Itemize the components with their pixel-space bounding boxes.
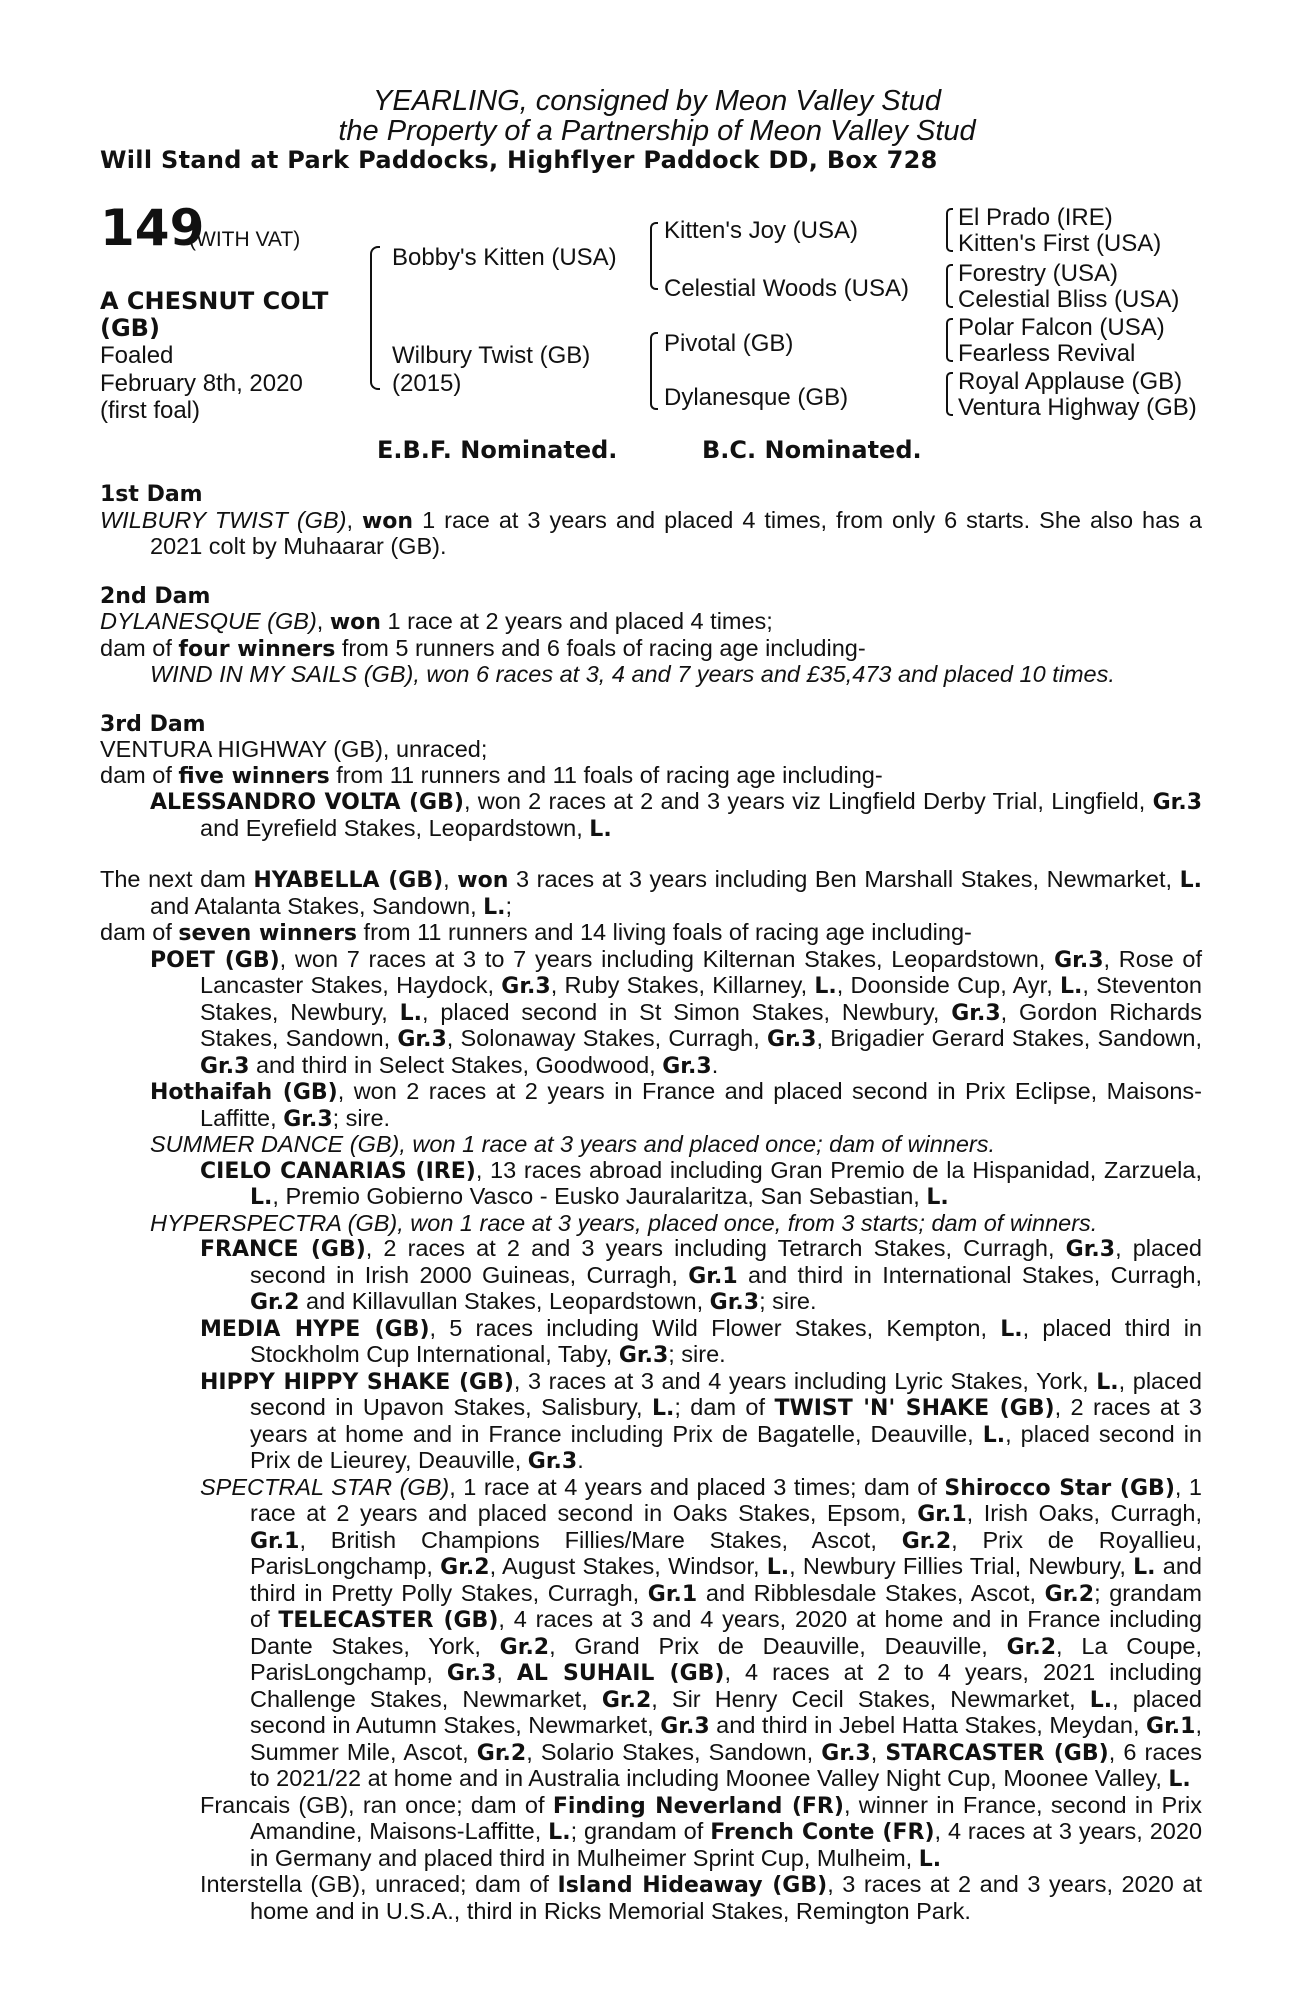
pedigree-gg-1: El Prado (IRE) xyxy=(958,204,1113,231)
produce-hyperspectra: HYPERSPECTRA (GB), won 1 race at 3 years, placed once, from 3 starts; dam of winners. xyxy=(150,1209,1098,1236)
produce-interstella: Interstella (GB), unraced; dam of Island Hideaway (GB), 3 races at 2 and 3 years, 2020 at home and in U.S.A., third in Ricks Memorial Stakes, Remington Park. xyxy=(200,1871,1202,1924)
pedigree-gg-5: Polar Falcon (USA) xyxy=(958,314,1165,341)
third-dam-produce: ALESSANDRO VOLTA (GB), won 2 races at 2 and 3 years viz Lingfield Derby Trial, Lingfield, Gr.3 and Eyrefield Stakes, Leopardstown, L. xyxy=(150,788,1202,842)
produce-poet: POET (GB), won 7 races at 3 to 7 years including Kilternan Stakes, Leopardstown, Gr.3, Rose of Lancaster Stakes, Haydock, Gr.3, Ruby Stakes, Killarney, L., Doonside Cup, Ayr, L., Steventon Stakes, Newbury, L., placed second in St Simon Stakes, Newbury, Gr.3, Gordon Richards Stakes, Sandown, Gr.3, Solonaway Stakes, Curragh, Gr.3, Brigadier Gerard Stakes, Sandown, Gr.3 and third in Select Stakes, Goodwood, Gr.3. xyxy=(150,945,1202,1079)
pedigree-sire-dam: Celestial Woods (USA) xyxy=(664,275,909,302)
catalogue-body xyxy=(100,482,1202,1924)
pedigree-bracket-g4 xyxy=(946,372,953,416)
third-dam-produce-summary: dam of five winners from 11 runners and 11 foals of racing age including- xyxy=(100,761,883,789)
pedigree-sire: Bobby's Kitten (USA) xyxy=(392,244,617,271)
pedigree-gg-7: Royal Applause (GB) xyxy=(958,368,1183,395)
foaled-label: Foaled xyxy=(100,342,174,369)
second-dam-produce: WIND IN MY SAILS (GB), won 6 races at 3, 4 and 7 years and £35,473 and placed 10 times. xyxy=(150,661,1115,687)
ebf-nominated: E.B.F. Nominated. xyxy=(377,436,618,464)
property-line: the Property of a Partnership of Meon Valley Stud xyxy=(338,115,976,147)
produce-media-hype: MEDIA HYPE (GB), 5 races including Wild Flower Stakes, Kempton, L., placed third in Stockholm Cup International, Taby, Gr.3; sire. xyxy=(200,1314,1202,1368)
pedigree-gg-3: Forestry (USA) xyxy=(958,260,1119,287)
third-dam-heading: 3rd Dam xyxy=(100,711,206,737)
pedigree-bracket-sire xyxy=(650,222,658,290)
pedigree-gg-2: Kitten's First (USA) xyxy=(958,230,1162,257)
produce-france: FRANCE (GB), 2 races at 2 and 3 years including Tetrarch Stakes, Curragh, Gr.3, placed second in Irish 2000 Guineas, Curragh, Gr.1 and third in International Stakes, Curragh, Gr.2 and Killavullan Stakes, Leopardstown, Gr.3; sire. xyxy=(200,1235,1202,1315)
pedigree-gg-8: Ventura Highway (GB) xyxy=(958,394,1197,421)
produce-cielo-canarias: CIELO CANARIAS (IRE), 13 races abroad including Gran Premio de la Hispanidad, Zarzuela, L., Premio Gobierno Vasco - Eusko Jauralaritza, San Sebastian, L. xyxy=(200,1156,1202,1210)
third-dam-entry: VENTURA HIGHWAY (GB), unraced; xyxy=(100,736,488,762)
produce-summer-dance: SUMMER DANCE (GB), won 1 race at 3 years and placed once; dam of winners. xyxy=(150,1131,996,1157)
produce-spectral-star: SPECTRAL STAR (GB), 1 race at 4 years and placed 3 times; dam of Shirocco Star (GB), 1 race at 2 years and placed second in Oaks Stakes, Epsom, Gr.1, Irish Oaks, Curragh, Gr.1, British Champions Fillies/Mare Stakes, Ascot, Gr.2, Prix de Royallieu, ParisLongchamp, Gr.2, August Stakes, Windsor, L., Newbury Fillies Trial, Newbury, L. and third in Pretty Polly Stakes, Curragh, Gr.1 and Ribblesdale Stakes, Ascot, Gr.2; grandam of TELECASTER (GB), 4 races at 3 and 4 years, 2020 at home and in France including Dante Stakes, York, Gr.2, Grand Prix de Deauville, Deauville, Gr.2, La Coupe, ParisLongchamp, Gr.3, AL SUHAIL (GB), 4 races at 2 to 4 years, 2021 including Challenge Stakes, Newmarket, Gr.2, Sir Henry Cecil Stakes, Newmarket, L., placed second in Autumn Stakes, Newmarket, Gr.3 and third in Jebel Hatta Stakes, Meydan, Gr.1, Summer Mile, Ascot, Gr.2, Solario Stakes, Sandown, Gr.3, STARCASTER (GB), 6 races to 2021/22 at home and in Australia including Moonee Valley Night Cup, Moonee Valley, L. xyxy=(200,1473,1203,1792)
first-dam-heading: 1st Dam xyxy=(100,482,203,507)
pedigree-gg-6: Fearless Revival xyxy=(958,340,1136,367)
consignor-line: YEARLING, consigned by Meon Valley Stud xyxy=(373,85,941,117)
first-dam-entry: WILBURY TWIST (GB), won 1 race at 3 years and placed 4 times, from only 6 starts. She also has a 2021 colt by Muhaarar (GB). xyxy=(100,506,1202,559)
pedigree-dam-dam: Dylanesque (GB) xyxy=(664,384,849,411)
foaling-date: February 8th, 2020 xyxy=(100,370,303,397)
produce-hippy-hippy-shake: HIPPY HIPPY SHAKE (GB), 3 races at 3 and 4 years including Lyric Stakes, York, L., placed second in Upavon Stakes, Salisbury, L.; dam of TWIST 'N' SHAKE (GB), 2 races at 3 years at home and in France including Prix de Bagatelle, Deauville, L., placed second in Prix de Lieurey, Deauville, Gr.3. xyxy=(200,1367,1202,1474)
pedigree-bracket-dam xyxy=(650,332,658,410)
bc-nominated: B.C. Nominated. xyxy=(702,436,922,464)
lot-description: A CHESNUT COLT (GB) xyxy=(100,287,329,342)
produce-hothaifah: Hothaifah (GB), won 2 races at 2 years in France and placed second in Prix Eclipse, Maisons-Laffitte, Gr.3; sire. xyxy=(150,1078,1202,1132)
pedigree-dam-sire: Pivotal (GB) xyxy=(664,330,794,357)
vat-label: (WITH VAT) xyxy=(189,228,301,251)
pedigree-bracket-g1 xyxy=(946,208,953,252)
pedigree-bracket-main xyxy=(370,246,380,390)
lot-number: 149 xyxy=(100,199,205,257)
pedigree-bracket-g2 xyxy=(946,264,953,308)
stable-location: Will Stand at Park Paddocks, Highflyer Paddock DD, Box 728 xyxy=(100,146,938,174)
second-dam-heading: 2nd Dam xyxy=(100,583,211,609)
foal-note: (first foal) xyxy=(100,397,201,424)
next-dam-entry: The next dam HYABELLA (GB), won 3 races at 3 years including Ben Marshall Stakes, Newmarket, L. and Atalanta Stakes, Sandown, L.; xyxy=(100,866,1203,920)
pedigree-gg-4: Celestial Bliss (USA) xyxy=(958,286,1180,313)
next-dam-produce-summary: dam of seven winners from 11 runners and 14 living foals of racing age including- xyxy=(100,919,972,946)
pedigree-dam-year: (2015) xyxy=(392,370,462,397)
second-dam-produce-summary: dam of four winners from 5 runners and 6 foals of racing age including- xyxy=(100,634,866,662)
produce-francais: Francais (GB), ran once; dam of Finding Neverland (FR), winner in France, second in Prix Amandine, Maisons-Laffitte, L.; grandam of French Conte (FR), 4 races at 3 years, 2020 in Germany and placed third in Mulheimer Sprint Cup, Mulheim, L. xyxy=(200,1791,1203,1872)
pedigree-dam: Wilbury Twist (GB) xyxy=(392,342,591,369)
second-dam-entry: DYLANESQUE (GB), won 1 race at 2 years and placed 4 times; xyxy=(100,608,773,635)
pedigree-bracket-g3 xyxy=(946,318,953,362)
pedigree-sire-sire: Kitten's Joy (USA) xyxy=(664,217,858,244)
